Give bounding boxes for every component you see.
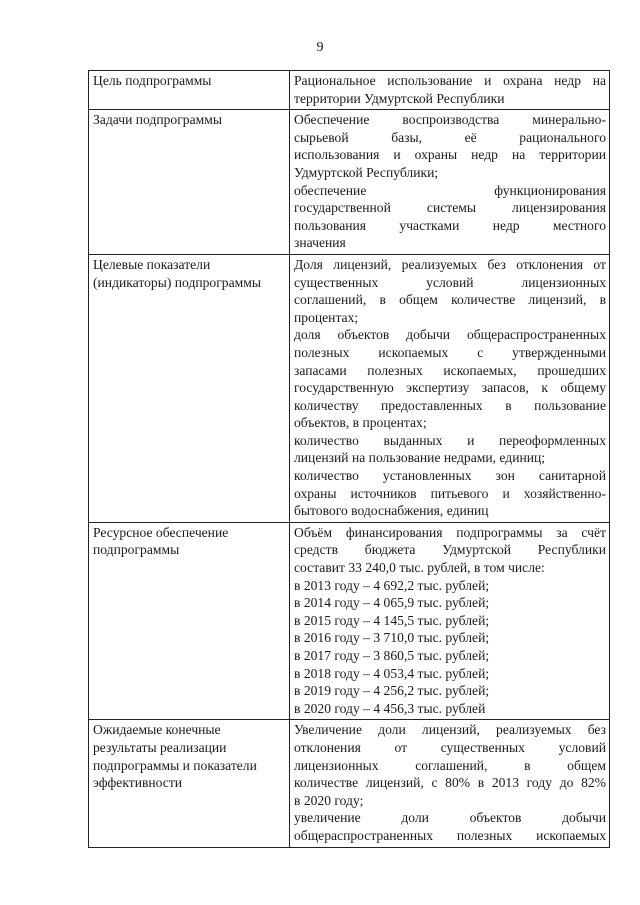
- table-row-expected-results: [89, 720, 610, 847]
- value-line: доля объектов добычи общераспространенных: [294, 327, 606, 343]
- value-line: в 2020 году;: [294, 792, 364, 808]
- value-line: общераспространенных полезных ископаемых: [294, 827, 606, 843]
- label-line: Задачи подпрограммы: [93, 112, 222, 128]
- value-line: в 2015 году – 4 145,5 тыс. рублей;: [294, 612, 490, 628]
- value-line: составит 33 240,0 тыс. рублей, в том числе:: [294, 560, 545, 576]
- value-line: запасами полезных ископаемых, прошедших: [294, 362, 606, 378]
- value-line: полезных ископаемых с утвержденными: [294, 344, 606, 360]
- value-line: пользования участками недр местного: [294, 217, 606, 233]
- table-row-goal: [89, 71, 610, 110]
- value-line: в 2013 году – 4 692,2 тыс. рублей;: [294, 577, 490, 593]
- value-line: объектов, в процентах;: [294, 415, 427, 431]
- row-label-goal: [89, 71, 290, 110]
- value-line: сырьевой базы, её рационального: [294, 129, 606, 145]
- label-line: подпрограммы и показатели: [93, 757, 257, 773]
- value-line: значения: [294, 235, 346, 251]
- label-line: Цель подпрограммы: [93, 73, 212, 88]
- value-line: в 2020 году – 4 456,3 тыс. рублей: [294, 700, 486, 716]
- table-body: [89, 71, 610, 848]
- row-value-target-indicators: [290, 254, 610, 522]
- row-label-expected-results: [89, 720, 290, 847]
- value-line: в 2017 году – 3 860,5 тыс. рублей;: [294, 648, 490, 663]
- row-label-resource-provision: [89, 522, 290, 720]
- label-line: подпрограммы: [93, 542, 180, 558]
- value-line: в 2016 году – 3 710,0 тыс. рублей;: [294, 630, 490, 646]
- value-line: соглашений, в общем количестве лицензий, в: [294, 292, 606, 308]
- label-line: Ожидаемые конечные: [93, 722, 221, 738]
- table-row-tasks: [89, 110, 610, 255]
- row-label-target-indicators: [89, 254, 290, 522]
- page-number: 9: [316, 40, 324, 55]
- row-value-expected-results: [290, 720, 610, 847]
- label-line: Целевые показатели: [93, 256, 211, 272]
- value-line: государственную экспертизу запасов, к общему: [294, 380, 606, 396]
- row-value-tasks: [290, 110, 610, 255]
- value-line: увеличение доли объектов добычи: [294, 810, 606, 826]
- row-label-tasks: [89, 110, 290, 255]
- value-line: существенных условий лицензионных: [294, 274, 606, 290]
- value-line: лицензий на пользование недрами, единиц;: [294, 450, 546, 466]
- label-line: Ресурсное обеспечение: [93, 524, 229, 540]
- value-line: территории Удмуртской Республики: [294, 90, 505, 106]
- value-line: Рациональное использование и охрана недр на: [294, 73, 606, 88]
- value-line: Доля лицензий, реализуемых без отклонения от: [294, 256, 606, 272]
- label-line: (индикаторы) подпрограммы: [93, 274, 261, 290]
- value-line: количество выданных и переоформленных: [294, 432, 606, 448]
- value-line: процентах;: [294, 309, 359, 325]
- value-line: средств бюджета Удмуртской Республики: [294, 542, 606, 558]
- table-row-target-indicators: [89, 254, 610, 522]
- value-line: бытового водоснабжения, единиц: [294, 503, 489, 519]
- value-line: охраны источников питьевого и хозяйственно-: [294, 485, 606, 501]
- value-line: в 2014 году – 4 065,9 тыс. рублей;: [294, 595, 490, 611]
- value-line: лицензионных соглашений, в общем: [294, 757, 606, 773]
- subprogram-passport-table: [88, 70, 610, 848]
- table-row-resource-provision: [89, 522, 610, 720]
- value-line: Объём финансирования подпрограммы за счёт: [294, 524, 606, 540]
- value-line: Удмуртской Республики;: [294, 164, 439, 180]
- value-line: Увеличение доли лицензий, реализуемых без: [294, 722, 606, 738]
- value-line: в 2018 году – 4 053,4 тыс. рублей;: [294, 665, 490, 681]
- value-line: Обеспечение воспроизводства минерально-: [294, 112, 606, 128]
- label-line: результаты реализации: [93, 739, 227, 755]
- label-line: эффективности: [93, 775, 183, 791]
- row-value-goal: [290, 71, 610, 110]
- value-line: количеству предоставленных в пользование: [294, 397, 606, 413]
- value-line: отклонения от существенных условий: [294, 739, 606, 755]
- value-line: обеспечение функционирования: [294, 182, 606, 198]
- value-line: использования и охраны недр на территории: [294, 147, 606, 163]
- row-value-resource-provision: [290, 522, 610, 720]
- value-line: государственной системы лицензирования: [294, 200, 606, 216]
- value-line: в 2019 году – 4 256,2 тыс. рублей;: [294, 683, 490, 699]
- value-line: количестве лицензий, с 80% в 2013 году до 82%: [294, 775, 606, 791]
- value-line: количество установленных зон санитарной: [294, 468, 606, 484]
